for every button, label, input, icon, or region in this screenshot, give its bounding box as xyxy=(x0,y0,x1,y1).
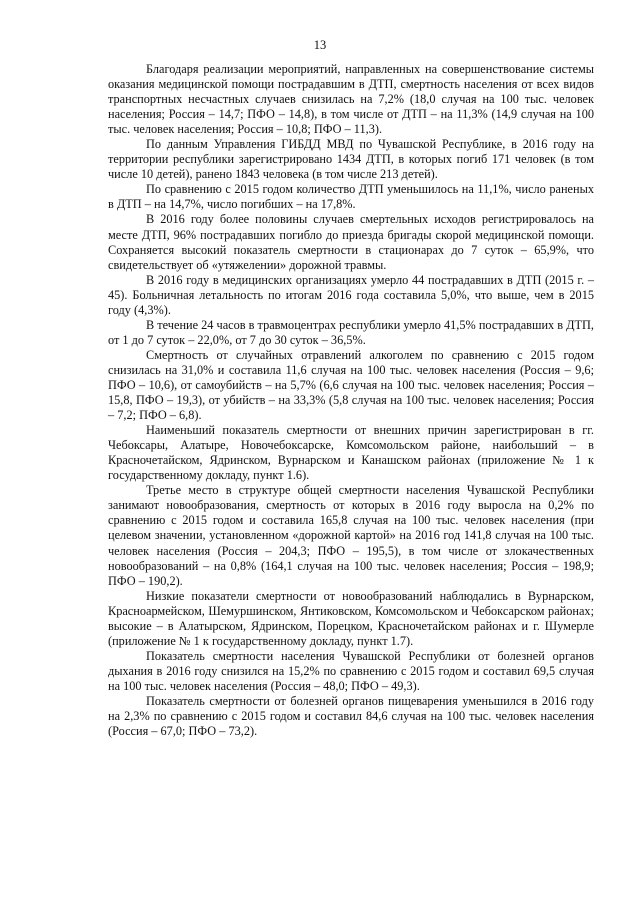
paragraph-traffic-mortality: Благодаря реализации мероприятий, направленных на совершенствование системы оказания медицинской помощи пострадавшим в ДТП, смертность населения от всех видов транспортных несчастных случаев снизилась на 7,2% (18,0 случая на 100 тыс. человек населения; Россия – 14,7; ПФО – 14,8), в том числе от ДТП – на 11,3% (14,9 случая на 100 тыс. человек населения; Россия – 10,8; ПФО – 11,3). xyxy=(108,62,594,137)
paragraph-trauma-centers: В течение 24 часов в травмоцентрах республики умерло 41,5% пострадавших в ДТП, от 1 до 7 суток – 22,0%, от 7 до 30 суток – 36,5%. xyxy=(108,317,594,347)
paragraph-hospital-lethality: В 2016 году в медицинских организациях умерло 44 пострадавших в ДТП (2015 г. – 45). Больничная летальность по итогам 2016 года составила 5,0%, что выше, чем в 2015 году (4,3%). xyxy=(108,272,594,317)
paragraph-respiratory-diseases: Показатель смертности населения Чувашской Республики от болезней органов дыхания в 2016 году снизился на 15,2% по сравнению с 2015 годом и составил 69,5 случая на 100 тыс. человек населения (Россия – 48,0; ПФО – 49,3). xyxy=(108,648,594,693)
paragraph-neoplasms-regions: Низкие показатели смертности от новообразований наблюдались в Вурнарском, Красноармейском, Шемуршинском, Янтиковском, Комсомольском и Чебоксарском районах; высокие – в Алатырском, Ядринском, Порецком, Красночетайском районах и г. Шумерле (приложение № 1 к государственному докладу, пункт 1.7). xyxy=(108,588,594,648)
paragraph-gibdd-statistics: По данным Управления ГИБДД МВД по Чувашской Республике, в 2016 году на территории республики зарегистрировано 1434 ДТП, в которых погиб 171 человек (в том числе 10 детей), ранено 1843 человека (в том числе 213 детей). xyxy=(108,137,594,182)
paragraph-neoplasms: Третье место в структуре общей смертности населения Чувашской Республики занимают новообразования, смертность от которых в 2016 году выросла на 0,2% по сравнению с 2015 годом и составила 165,8 случая на 100 тыс. человек населения (при целевом значении, установленном «дорожной картой» на 2016 год 141,8 случая на 100 тыс. человек населения (Россия – 204,3; ПФО – 195,5), в том числе от злокачественных новообразований – на 0,8% (164,1 случая на 100 тыс. человек населения; Россия – 198,9; ПФО – 190,2). xyxy=(108,483,594,588)
document-body xyxy=(108,62,594,739)
paragraph-dtp-comparison: По сравнению с 2015 годом количество ДТП уменьшилось на 11,1%, число раненых в ДТП – на 14,7%, число погибших – на 17,8%. xyxy=(108,182,594,212)
paragraph-alcohol-suicide-homicide: Смертность от случайных отравлений алкоголем по сравнению с 2015 годом снизилась на 31,0% и составила 11,6 случая на 100 тыс. человек населения (Россия – 9,6; ПФО – 10,6), от самоубийств – на 5,7% (6,6 случая на 100 тыс. человек населения; Россия – 15,8, ПФО – 19,3), от убийств – на 33,3% (5,8 случая на 100 тыс. человек населения; Россия – 7,2; ПФО – 6,8). xyxy=(108,347,594,423)
page-number: 13 xyxy=(313,38,327,52)
paragraph-fatal-outcomes: В 2016 году более половины случаев смертельных исходов регистрировалось на месте ДТП, 96% пострадавших погибло до приезда бригады скорой медицинской помощи. Сохраняется высокий показатель смертности в стационарах до 7 суток – 65,9%, что свидетельствует об «утяжелении» дорожной травмы. xyxy=(108,212,594,272)
paragraph-external-causes-regions: Наименьший показатель смертности от внешних причин зарегистрирован в гг. Чебоксары, Алатыре, Новочебоксарске, Комсомольском районе, наибольший – в Красночетайском, Ядринском, Вурнарском и Канашском районах (приложение № 1 к государственному докладу, пункт 1.6). xyxy=(108,423,594,483)
paragraph-digestive-diseases: Показатель смертности от болезней органов пищеварения уменьшился в 2016 году на 2,3% по сравнению с 2015 годом и составил 84,6 случая на 100 тыс. человек населения (Россия – 67,0; ПФО – 73,2). xyxy=(108,693,594,739)
